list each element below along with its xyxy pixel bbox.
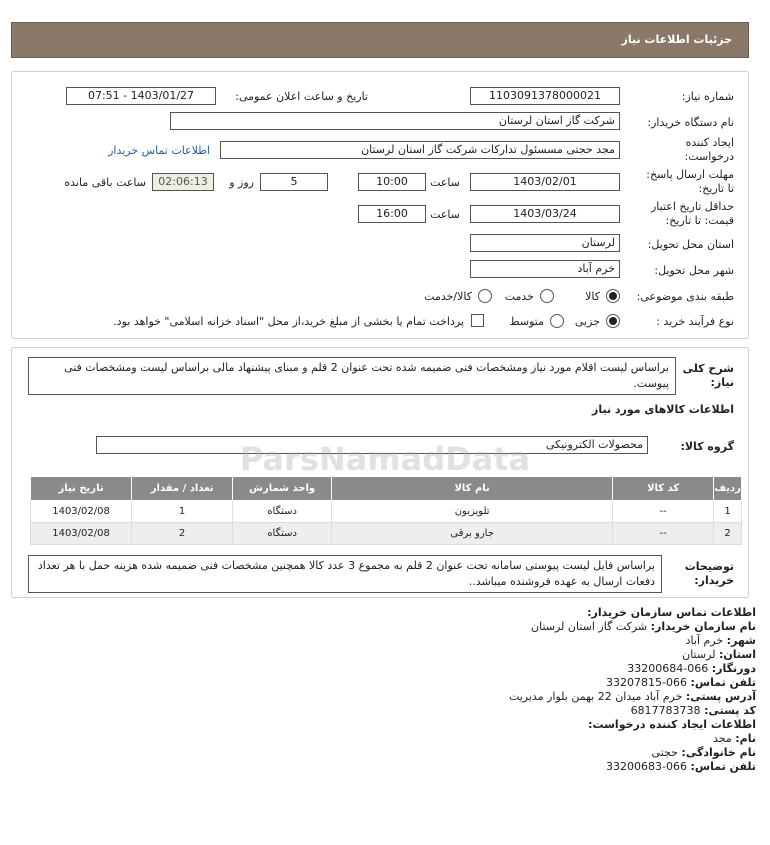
category-service-label: خدمت bbox=[504, 290, 534, 303]
contact-city-label: شهر: bbox=[726, 634, 756, 647]
contact-address-label: آدرس پستی: bbox=[685, 690, 756, 703]
creator-name-line bbox=[0, 732, 756, 746]
need-number-label: شماره نیاز: bbox=[681, 90, 734, 103]
cell-code: -- bbox=[613, 523, 714, 545]
contact-title: اطلاعات تماس سازمان خریدار: bbox=[587, 606, 756, 619]
contact-postal-line bbox=[0, 704, 756, 718]
table-row[interactable] bbox=[31, 523, 742, 545]
category-goods-label: کالا bbox=[585, 290, 600, 303]
cell-code: -- bbox=[613, 501, 714, 523]
creator-title-line bbox=[0, 718, 756, 732]
table-header-row bbox=[31, 477, 742, 501]
creator-name-value: مجد bbox=[712, 732, 732, 745]
contact-org-label: نام سازمان خریدار: bbox=[650, 620, 756, 633]
buyer-notes-label-2: خریدار: bbox=[694, 574, 734, 587]
cell-unit: دستگاه bbox=[233, 501, 332, 523]
deadline-label-2: تا تاریخ: bbox=[698, 182, 734, 195]
cell-qty: 2 bbox=[132, 523, 233, 545]
contact-city-value: خرم آباد bbox=[685, 634, 724, 647]
cell-row: 1 bbox=[714, 501, 742, 523]
col-date-header: تاریخ نیاز bbox=[31, 477, 132, 501]
col-row-header: ردیف bbox=[714, 477, 742, 501]
page-header bbox=[11, 22, 749, 58]
creator-name-label: نام: bbox=[735, 732, 756, 745]
payment-checkbox[interactable] bbox=[471, 314, 484, 327]
buyer-contact-link[interactable]: اطلاعات تماس خریدار bbox=[108, 144, 210, 157]
creator-info-title: اطلاعات ایجاد کننده درخواست: bbox=[588, 718, 756, 731]
table-row[interactable] bbox=[31, 501, 742, 523]
days-label: روز و bbox=[229, 176, 254, 189]
creator-phone-line bbox=[0, 760, 756, 774]
contact-postal-label: کد پستی: bbox=[704, 704, 756, 717]
announce-field[interactable]: 1403/01/27 - 07:51 bbox=[66, 87, 216, 105]
goods-info-title: اطلاعات کالاهای مورد نیاز bbox=[592, 403, 734, 416]
validity-date-field[interactable]: 1403/03/24 bbox=[470, 205, 620, 223]
validity-label-1: حداقل تاریخ اعتبار bbox=[650, 200, 734, 213]
payment-note: پرداخت تمام یا بخشی از مبلغ خرید،از محل "اسناد خزانه اسلامی" خواهد بود. bbox=[113, 315, 464, 328]
contact-province-value: لرستان bbox=[682, 648, 716, 661]
page-title: جزئیات اطلاعات نیاز bbox=[621, 33, 732, 46]
creator-label-2: درخواست: bbox=[684, 150, 734, 163]
creator-family-value: حجتی bbox=[651, 746, 678, 759]
buyer-notes-text[interactable]: براساس فایل لیست پیوستی سامانه تحت عنوان 2 قلم به مجموع 3 عدد کالا همچنین مشخصات فنی ضمیمه شده هزینه حمل با هر تعداد دفعات ارسال به عهده فروشنده میباشد.. bbox=[28, 555, 662, 593]
category-both-radio[interactable] bbox=[478, 289, 492, 303]
creator-field[interactable]: مجد حجتی مسسئول تدارکات شرکت گاز استان لرستان bbox=[220, 141, 620, 159]
need-info-panel bbox=[11, 71, 749, 339]
process-partial-label: جزیی bbox=[574, 315, 600, 328]
remaining-time-field: 02:06:13 bbox=[152, 173, 214, 191]
deadline-label-1: مهلت ارسال پاسخ: bbox=[646, 168, 734, 181]
cell-qty: 1 bbox=[132, 501, 233, 523]
remaining-label: ساعت باقی مانده bbox=[64, 176, 146, 189]
contact-org-value: شرکت گاز استان لرستان bbox=[531, 620, 648, 633]
cell-row: 2 bbox=[714, 523, 742, 545]
contact-province-label: استان: bbox=[719, 648, 756, 661]
contact-fax-value: 066-33200684 bbox=[627, 662, 709, 675]
contact-province-line bbox=[0, 648, 756, 662]
creator-label-1: ایجاد کننده bbox=[685, 136, 734, 149]
contact-phone-label: تلفن تماس: bbox=[690, 676, 756, 689]
province-label: استان محل تحویل: bbox=[647, 238, 734, 251]
watermark: ParsNamadData bbox=[239, 440, 531, 478]
process-medium-radio[interactable] bbox=[550, 314, 564, 328]
contact-title-line bbox=[0, 606, 756, 620]
goods-group-label: گروه کالا: bbox=[680, 440, 734, 453]
cell-date: 1403/02/08 bbox=[31, 523, 132, 545]
validity-time-field[interactable]: 16:00 bbox=[358, 205, 426, 223]
buyer-org-label: نام دستگاه خریدار: bbox=[647, 116, 734, 129]
days-field[interactable]: 5 bbox=[260, 173, 328, 191]
col-name-header: نام کالا bbox=[332, 477, 613, 501]
validity-label-2: قیمت: تا تاریخ: bbox=[665, 214, 734, 227]
process-medium-label: متوسط bbox=[509, 315, 544, 328]
category-both-label: کالا/خدمت bbox=[424, 290, 472, 303]
contact-postal-value: 6817783738 bbox=[630, 704, 701, 717]
contact-fax-line bbox=[0, 662, 756, 676]
deadline-date-field[interactable]: 1403/02/01 bbox=[470, 173, 620, 191]
cell-date: 1403/02/08 bbox=[31, 501, 132, 523]
cell-unit: دستگاه bbox=[233, 523, 332, 545]
contact-phone-value: 066-33207815 bbox=[606, 676, 688, 689]
need-number-field[interactable]: 1103091378000021 bbox=[470, 87, 620, 105]
category-label: طبقه بندی موضوعی: bbox=[636, 290, 734, 303]
cell-name: تلویزیون bbox=[332, 501, 613, 523]
creator-family-line bbox=[0, 746, 756, 760]
contact-org-line bbox=[0, 620, 756, 634]
process-label: نوع فرآیند خرید : bbox=[656, 315, 734, 328]
summary-label-2: نیاز: bbox=[710, 376, 734, 389]
contact-fax-label: دورنگار: bbox=[711, 662, 756, 675]
contact-address-line bbox=[0, 690, 756, 704]
cell-name: جارو برقی bbox=[332, 523, 613, 545]
buyer-notes-label-1: توضیحات bbox=[684, 560, 734, 573]
deadline-time-label: ساعت bbox=[430, 176, 460, 189]
summary-text[interactable]: براساس لیست اقلام مورد نیاز ومشخصات فنی ضمیمه شده تحت عنوان 2 قلم و مبنای پیشنهاد مالی براساس لیست ومشخصات فنی پیوست. bbox=[28, 357, 676, 395]
goods-group-field[interactable]: محصولات الکترونیکی bbox=[96, 436, 648, 454]
contact-phone-line bbox=[0, 676, 756, 690]
col-code-header: کد کالا bbox=[613, 477, 714, 501]
province-field[interactable]: لرستان bbox=[470, 234, 620, 252]
category-service-radio[interactable] bbox=[540, 289, 554, 303]
creator-family-label: نام خانوادگی: bbox=[681, 746, 756, 759]
validity-time-label: ساعت bbox=[430, 208, 460, 221]
creator-phone-label: تلفن تماس: bbox=[690, 760, 756, 773]
creator-phone-value: 066-33200683 bbox=[606, 760, 688, 773]
city-field[interactable]: خرم آباد bbox=[470, 260, 620, 278]
announce-label: تاریخ و ساعت اعلان عمومی: bbox=[235, 90, 368, 103]
deadline-time-field[interactable]: 10:00 bbox=[358, 173, 426, 191]
category-goods-radio[interactable] bbox=[606, 289, 620, 303]
process-partial-radio[interactable] bbox=[606, 314, 620, 328]
col-unit-header: واحد شمارش bbox=[233, 477, 332, 501]
contact-address-value: خرم آباد میدان 22 بهمن بلوار مدیریت bbox=[508, 690, 683, 703]
summary-label-1: شرح کلی bbox=[682, 362, 734, 375]
contact-city-line bbox=[0, 634, 756, 648]
goods-table bbox=[30, 476, 742, 545]
col-qty-header: تعداد / مقدار bbox=[132, 477, 233, 501]
city-label: شهر محل تحویل: bbox=[654, 264, 734, 277]
buyer-org-field[interactable]: شرکت گاز استان لرستان bbox=[170, 112, 620, 130]
